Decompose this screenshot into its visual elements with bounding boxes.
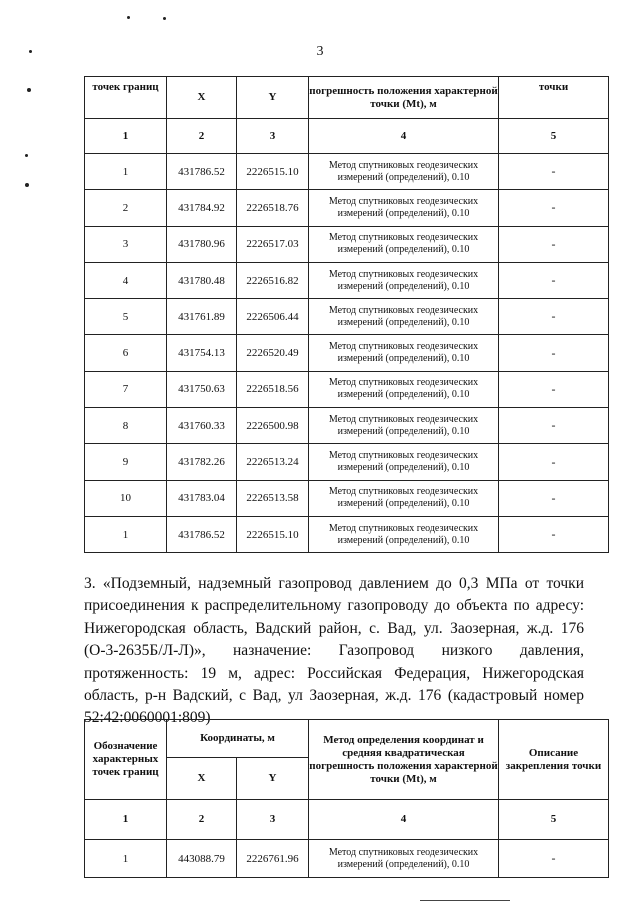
header-description: Описание закрепления точки bbox=[499, 720, 609, 800]
footer-rule bbox=[420, 900, 510, 901]
method-cell: Метод спутниковых геодезических измерений (определений), 0.10 bbox=[309, 516, 499, 552]
y-coordinate: 2226517.03 bbox=[237, 226, 309, 262]
scan-mark bbox=[127, 16, 130, 19]
x-coordinate: 443088.79 bbox=[167, 840, 237, 878]
description-cell: - bbox=[499, 480, 609, 516]
x-coordinate: 431783.04 bbox=[167, 480, 237, 516]
col-number: 5 bbox=[499, 800, 609, 840]
method-cell: Метод спутниковых геодезических измерений (определений), 0.10 bbox=[309, 335, 499, 371]
method-cell: Метод спутниковых геодезических измерений (определений), 0.10 bbox=[309, 299, 499, 335]
header-y: Y bbox=[237, 758, 309, 800]
header-coordinates: Координаты, м bbox=[167, 720, 309, 758]
col-number: 2 bbox=[167, 800, 237, 840]
scan-mark bbox=[25, 183, 29, 187]
y-coordinate: 2226515.10 bbox=[237, 516, 309, 552]
table-row bbox=[85, 154, 609, 190]
point-number: 6 bbox=[85, 335, 167, 371]
point-number: 5 bbox=[85, 299, 167, 335]
point-number: 1 bbox=[85, 516, 167, 552]
point-number: 1 bbox=[85, 840, 167, 878]
y-coordinate: 2226515.10 bbox=[237, 154, 309, 190]
description-cell: - bbox=[499, 371, 609, 407]
method-cell: Метод спутниковых геодезических измерений (определений), 0.10 bbox=[309, 190, 499, 226]
col-number: 4 bbox=[309, 119, 499, 154]
y-coordinate: 2226520.49 bbox=[237, 335, 309, 371]
scan-mark bbox=[25, 154, 28, 157]
x-coordinate: 431786.52 bbox=[167, 516, 237, 552]
y-coordinate: 2226513.58 bbox=[237, 480, 309, 516]
table-row bbox=[85, 262, 609, 298]
col-number: 1 bbox=[85, 800, 167, 840]
x-coordinate: 431754.13 bbox=[167, 335, 237, 371]
description-cell: - bbox=[499, 226, 609, 262]
table-row bbox=[85, 516, 609, 552]
point-number: 10 bbox=[85, 480, 167, 516]
y-coordinate: 2226518.76 bbox=[237, 190, 309, 226]
table-row bbox=[85, 480, 609, 516]
description-cell: - bbox=[499, 408, 609, 444]
x-coordinate: 431784.92 bbox=[167, 190, 237, 226]
point-number: 9 bbox=[85, 444, 167, 480]
header-points: Обозначение характерных точек границ bbox=[85, 720, 167, 800]
object-description-paragraph: 3. «Подземный, надземный газопровод давлением до 0,3 МПа от точки присоединения к распределительному газопроводу до объекта по адресу: Нижегородская область, Вадский район, с. Вад, ул. Заозерная, ж.д. 176 (О-3-2635Б/Л-Л)», назначение: Газопровод низкого давления, протяженность: 19 м, адрес: Российская Федерация, Нижегородская область, р-н Вадский, с Вад, ул Заозерная, ж.д. 176 (кадастровый номер 52:42:0060001:809) bbox=[84, 575, 584, 727]
table-row bbox=[85, 444, 609, 480]
x-coordinate: 431780.48 bbox=[167, 262, 237, 298]
col-number: 2 bbox=[167, 119, 237, 154]
y-coordinate: 2226761.96 bbox=[237, 840, 309, 878]
point-number: 7 bbox=[85, 371, 167, 407]
header-y: Y bbox=[237, 77, 309, 119]
method-cell: Метод спутниковых геодезических измерений (определений), 0.10 bbox=[309, 262, 499, 298]
table-row bbox=[85, 299, 609, 335]
x-coordinate: 431786.52 bbox=[167, 154, 237, 190]
description-cell: - bbox=[499, 335, 609, 371]
header-points: точек границ bbox=[85, 77, 167, 119]
x-coordinate: 431782.26 bbox=[167, 444, 237, 480]
point-number: 8 bbox=[85, 408, 167, 444]
coordinates-table-1 bbox=[84, 76, 609, 553]
header-method: погрешность положения характерной точки (Mt), м bbox=[309, 77, 499, 119]
y-coordinate: 2226500.98 bbox=[237, 408, 309, 444]
col-number: 1 bbox=[85, 119, 167, 154]
method-cell: Метод спутниковых геодезических измерений (определений), 0.10 bbox=[309, 840, 499, 878]
page-number: 3 bbox=[316, 44, 324, 59]
y-coordinate: 2226518.56 bbox=[237, 371, 309, 407]
description-cell: - bbox=[499, 516, 609, 552]
col-number: 3 bbox=[237, 119, 309, 154]
scan-mark bbox=[163, 17, 166, 20]
method-cell: Метод спутниковых геодезических измерений (определений), 0.10 bbox=[309, 226, 499, 262]
description-cell: - bbox=[499, 190, 609, 226]
description-cell: - bbox=[499, 299, 609, 335]
description-cell: - bbox=[499, 154, 609, 190]
y-coordinate: 2226516.82 bbox=[237, 262, 309, 298]
col-number: 4 bbox=[309, 800, 499, 840]
header-x: X bbox=[167, 77, 237, 119]
method-cell: Метод спутниковых геодезических измерений (определений), 0.10 bbox=[309, 444, 499, 480]
scan-mark bbox=[27, 88, 31, 92]
table-row bbox=[85, 371, 609, 407]
y-coordinate: 2226506.44 bbox=[237, 299, 309, 335]
point-number: 2 bbox=[85, 190, 167, 226]
description-cell: - bbox=[499, 840, 609, 878]
x-coordinate: 431760.33 bbox=[167, 408, 237, 444]
y-coordinate: 2226513.24 bbox=[237, 444, 309, 480]
x-coordinate: 431761.89 bbox=[167, 299, 237, 335]
x-coordinate: 431780.96 bbox=[167, 226, 237, 262]
header-method: Метод определения координат и средняя квадратическая погрешность положения характерной точки (Mt), м bbox=[309, 720, 499, 800]
description-cell: - bbox=[499, 444, 609, 480]
header-description: точки bbox=[499, 77, 609, 119]
table-row bbox=[85, 840, 609, 878]
col-number: 5 bbox=[499, 119, 609, 154]
table-row bbox=[85, 335, 609, 371]
header-x: X bbox=[167, 758, 237, 800]
table-row bbox=[85, 226, 609, 262]
point-number: 1 bbox=[85, 154, 167, 190]
table-row bbox=[85, 190, 609, 226]
coordinates-table-2 bbox=[84, 719, 609, 878]
col-number: 3 bbox=[237, 800, 309, 840]
point-number: 3 bbox=[85, 226, 167, 262]
table-row bbox=[85, 408, 609, 444]
point-number: 4 bbox=[85, 262, 167, 298]
method-cell: Метод спутниковых геодезических измерений (определений), 0.10 bbox=[309, 408, 499, 444]
method-cell: Метод спутниковых геодезических измерений (определений), 0.10 bbox=[309, 154, 499, 190]
method-cell: Метод спутниковых геодезических измерений (определений), 0.10 bbox=[309, 480, 499, 516]
method-cell: Метод спутниковых геодезических измерений (определений), 0.10 bbox=[309, 371, 499, 407]
x-coordinate: 431750.63 bbox=[167, 371, 237, 407]
description-cell: - bbox=[499, 262, 609, 298]
